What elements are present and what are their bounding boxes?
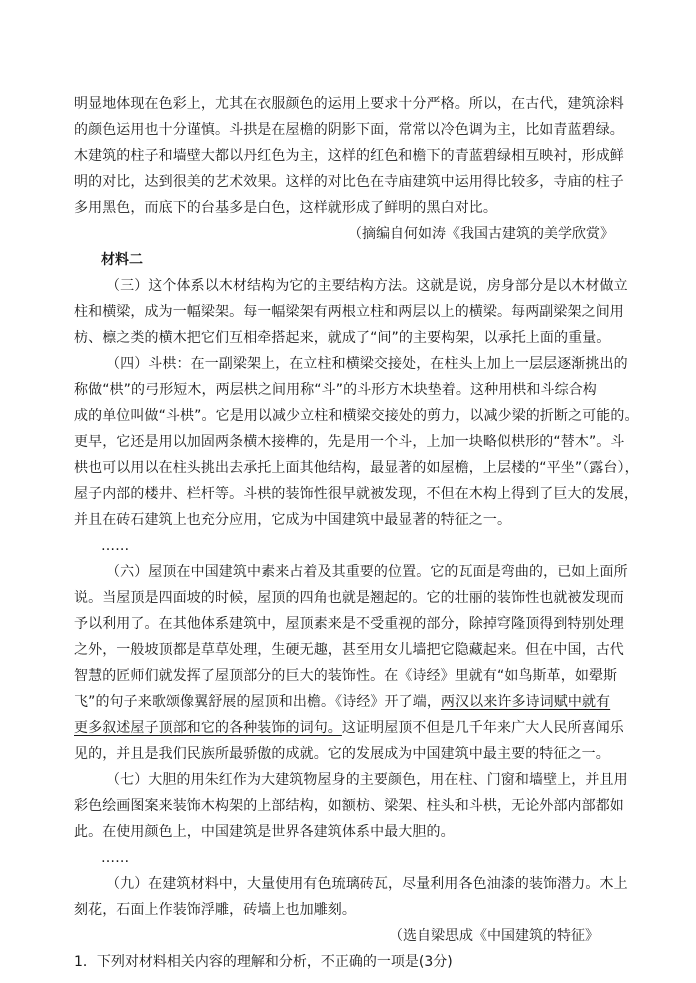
question-1: 1．下列对材料相关内容的理解和分析，不正确的一项是(3分) bbox=[74, 954, 453, 970]
text-line: （六）屋顶在中国建筑中素来占着及其重要的位置。它的瓦面是弯曲的，已如上面所 bbox=[106, 564, 628, 580]
text-line: 之外，一般坡顶都是草草处理，生硬无趣，甚至用女儿墙把它隐藏起来。但在中国，古代 bbox=[74, 642, 624, 658]
text-line: 刻花，石面上作装饰浮雕，砖墙上也加雕刻。 bbox=[74, 902, 356, 918]
text-line: （四）斗栱：在一副梁架上，在立柱和横梁交接处，在柱头上加上一层层逐渐挑出的 bbox=[106, 356, 628, 372]
text-line: 并且在砖石建筑上也充分应用，它成为中国建筑中最显著的特征之一。 bbox=[74, 512, 512, 528]
text-line: （七）大胆的用朱红作为大建筑物屋身的主要颜色，用在柱、门窗和墙壁上，并且用 bbox=[106, 772, 628, 788]
text-span: 飞”的句子来歌颂像翼舒展的屋顶和出檐。《诗经》开了端， bbox=[74, 694, 441, 710]
text-line: 的颜色运用也十分谨慎。斗拱是在屋檐的阴影下面，常常以冷色调为主，比如青蓝碧绿。 bbox=[74, 122, 624, 138]
text-line: 予以利用了。在其他体系建筑中，屋顶素来是不受重视的部分，除掉穹隆顶得到特别处理 bbox=[74, 616, 624, 632]
text-line: 更早，它还是用以加固两条横木接榫的，先是用一个斗，上加一块略似栱形的“替木”。斗 bbox=[74, 434, 625, 450]
text-line: （九）在建筑材料中，大量使用有色琉璃砖瓦，尽量利用各色油漆的装饰潜力。木上 bbox=[106, 876, 628, 892]
text-line: 明的对比，达到很美的艺术效果。这样的对比色在寺庙建筑中运用得比较多，寺庙的柱子 bbox=[74, 174, 624, 190]
text-line: 木建筑的柱子和墙壁大都以丹红色为主，这样的红色和檐下的青蓝碧绿相互映衬，形成鲜 bbox=[74, 148, 624, 164]
text-line: 成的单位叫做“斗栱”。它是用以减少立柱和横梁交接处的剪力，以减少梁的折断之可能的。 bbox=[74, 408, 639, 424]
text-span: 这证明屋顶不但是几千年来广大人民所喜闻乐 bbox=[341, 720, 624, 736]
underlined-text: 两汉以来许多诗词赋中就有 bbox=[440, 694, 611, 710]
ellipsis: …… bbox=[101, 538, 130, 554]
material-2-heading: 材料二 bbox=[101, 252, 143, 268]
text-line: 枋、檩之类的横木把它们互相牵搭起来，就成了“间”的主要构架，以承托上面的重量。 bbox=[74, 330, 611, 346]
text-line: 明显地体现在色彩上，尤其在衣服颜色的运用上要求十分严格。所以，在古代，建筑涂料 bbox=[74, 96, 624, 112]
text-line: 称做“栱”的弓形短木，两层栱之间用称“斗”的斗形方木块垫着。这种用栱和斗综合构 bbox=[74, 382, 597, 398]
text-line: （三）这个体系以木材结构为它的主要结构方法。这就是说，房身部分是以木材做立 bbox=[106, 278, 628, 294]
text-line bbox=[74, 689, 610, 715]
text-line: 说。当屋顶是四面坡的时候，屋顶的四角也就是翘起的。它的壮丽的装饰性也就被发现而 bbox=[74, 590, 624, 606]
text-line: 此。在使用颜色上，中国建筑是世界各建筑体系中最大胆的。 bbox=[74, 824, 455, 840]
ellipsis: …… bbox=[101, 850, 130, 866]
underlined-text: 更多叙述屋子顶部和它的各种装饰的词句。 bbox=[74, 720, 342, 736]
text-line bbox=[74, 715, 624, 741]
text-line: 智慧的匠师们就发挥了屋顶部分的巨大的装饰性。在《诗经》里就有“如鸟斯革，如翚斯 bbox=[74, 668, 618, 684]
text-line: 多用黑色，而底下的台基多是白色，这样就形成了鲜明的黑白对比。 bbox=[74, 200, 497, 216]
text-line: 柱和横梁，成为一幅梁架。每一幅梁架有两根立柱和两层以上的横梁。每两副梁架之间用 bbox=[74, 304, 624, 320]
text-line: 屋子内部的楼井、栏杆等。斗栱的装饰性很早就被发现，不但在木构上得到了巨大的发展， bbox=[74, 486, 638, 502]
text-line: 彩色绘画图案来装饰木构架的上部结构，如额枋、梁架、柱头和斗栱，无论外部内部都如 bbox=[74, 798, 624, 814]
source-citation-2: （选自梁思成《中国建筑的特征》 bbox=[389, 928, 599, 944]
source-citation-1: （摘编自何如涛《我国古建筑的美学欣赏》 bbox=[348, 226, 614, 242]
text-line: 栱也可以用以在柱头挑出去承托上面其他结构，最显著的如屋檐，上层楼的“平坐”（露台）， bbox=[74, 460, 639, 476]
text-line: 见的，并且是我们民族所最骄傲的成就。它的发展成为中国建筑中最主要的特征之一。 bbox=[74, 746, 610, 762]
